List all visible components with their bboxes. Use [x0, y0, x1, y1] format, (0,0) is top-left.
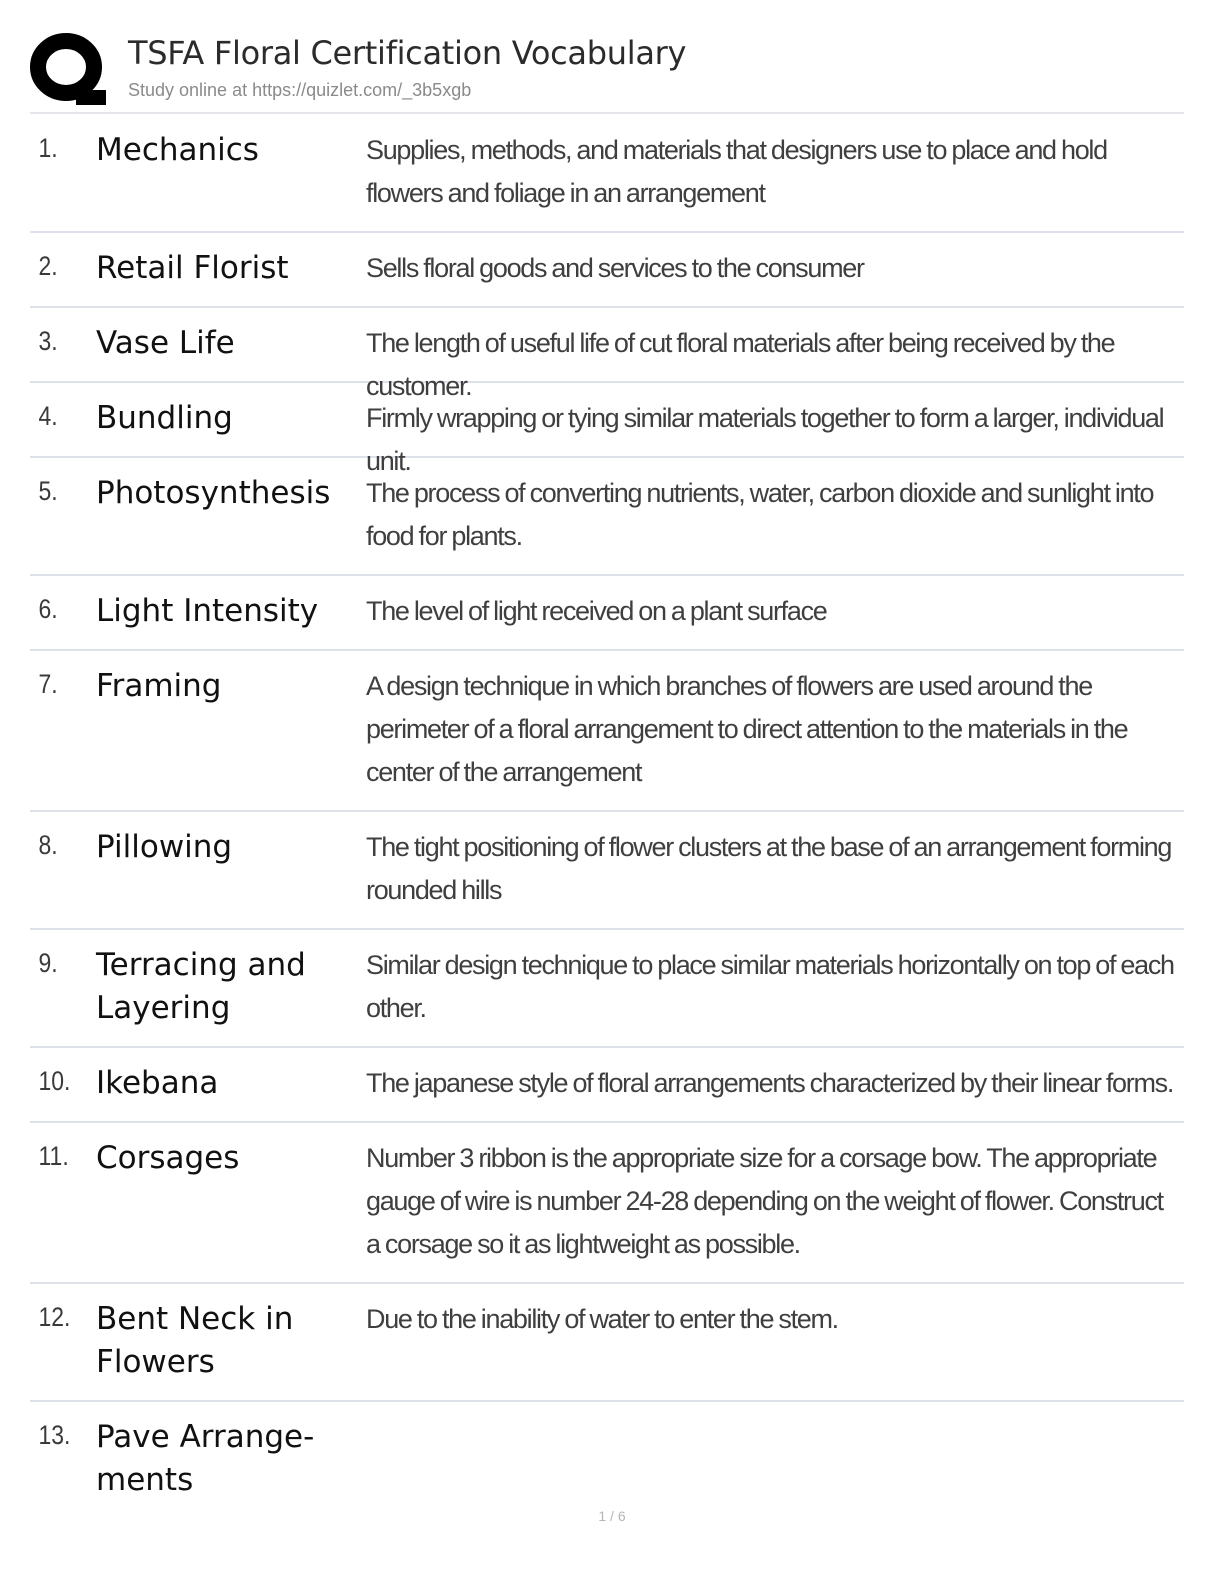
- term: Mechanics: [96, 132, 259, 168]
- definition: Due to the inability of water to enter the stem.: [366, 1304, 838, 1334]
- vocab-row: [30, 812, 1184, 930]
- vocab-row: [30, 1402, 1184, 1512]
- term: Pave Arrange-ments: [96, 1419, 315, 1498]
- definition: Number 3 ribbon is the appropriate size for a corsage bow. The appropriate gauge of wire is number 24-28 depending on the weight of flower. Construct a corsage so it as lightweight as possible.: [366, 1143, 1163, 1259]
- vocab-row: [30, 1048, 1184, 1123]
- term-number: 7.: [38, 669, 58, 699]
- term-number: 3.: [38, 326, 58, 356]
- definition: The length of useful life of cut floral materials after being received by the customer.: [366, 328, 1115, 401]
- definition: The japanese style of floral arrangements characterized by their linear forms.: [366, 1068, 1174, 1098]
- term-number: 12.: [38, 1302, 71, 1332]
- quizlet-logo-icon: [30, 30, 110, 110]
- vocab-row: [30, 651, 1184, 812]
- term: Bent Neck in Flowers: [96, 1301, 294, 1380]
- term-number: 5.: [38, 476, 58, 506]
- term: Terracing and Layering: [96, 947, 306, 1026]
- vocab-row: [30, 1123, 1184, 1284]
- study-online-link[interactable]: Study online at https://quizlet.com/_3b5xgb: [128, 80, 472, 100]
- vocab-row: [30, 1284, 1184, 1402]
- definition: Firmly wrapping or tying similar materials together to form a larger, individual unit.: [366, 403, 1164, 476]
- term: Photosynthesis: [96, 475, 331, 511]
- term-number: 10.: [38, 1066, 71, 1096]
- page-title: TSFA Floral Certification Vocabulary: [128, 34, 687, 72]
- term-number: 8.: [38, 830, 58, 860]
- term-number: 11.: [38, 1141, 69, 1171]
- vocab-row: [30, 308, 1184, 401]
- term-number: 2.: [38, 251, 58, 281]
- term-number: 1.: [38, 133, 58, 163]
- definition: A design technique in which branches of flowers are used around the perimeter of a floral arrangement to direct attention to the materials in the center of the arrangement: [366, 671, 1128, 787]
- term: Corsages: [96, 1140, 240, 1176]
- term: Ikebana: [96, 1065, 219, 1101]
- definition: Sells floral goods and services to the consumer: [366, 253, 864, 283]
- term: Retail Florist: [96, 250, 289, 286]
- definition: The level of light received on a plant surface: [366, 596, 827, 626]
- term-number: 6.: [38, 594, 58, 624]
- definition: The tight positioning of flower clusters at the base of an arrangement forming rounded hills: [366, 832, 1172, 905]
- term-number: 9.: [38, 948, 58, 978]
- vocab-row: [30, 576, 1184, 651]
- vocabulary-list: [30, 115, 1184, 1512]
- term: Light Intensity: [96, 593, 319, 629]
- term: Vase Life: [96, 325, 235, 361]
- vocab-row: [30, 233, 1184, 308]
- page-number: 1 / 6: [598, 1508, 626, 1524]
- vocab-row: [30, 115, 1184, 233]
- definition: Supplies, methods, and materials that designers use to place and hold flowers and foliage in an arrangement: [366, 135, 1107, 208]
- term: Bundling: [96, 400, 233, 436]
- vocab-row: [30, 458, 1184, 576]
- term-number: 4.: [38, 401, 58, 431]
- definition: Similar design technique to place similar materials horizontally on top of each other.: [366, 950, 1174, 1023]
- page-header: [30, 30, 1184, 114]
- term: Pillowing: [96, 829, 233, 865]
- vocab-row: [30, 930, 1184, 1048]
- term-number: 13.: [38, 1420, 71, 1450]
- term: Framing: [96, 668, 222, 704]
- definition: The process of converting nutrients, water, carbon dioxide and sunlight into food for plants.: [366, 478, 1154, 551]
